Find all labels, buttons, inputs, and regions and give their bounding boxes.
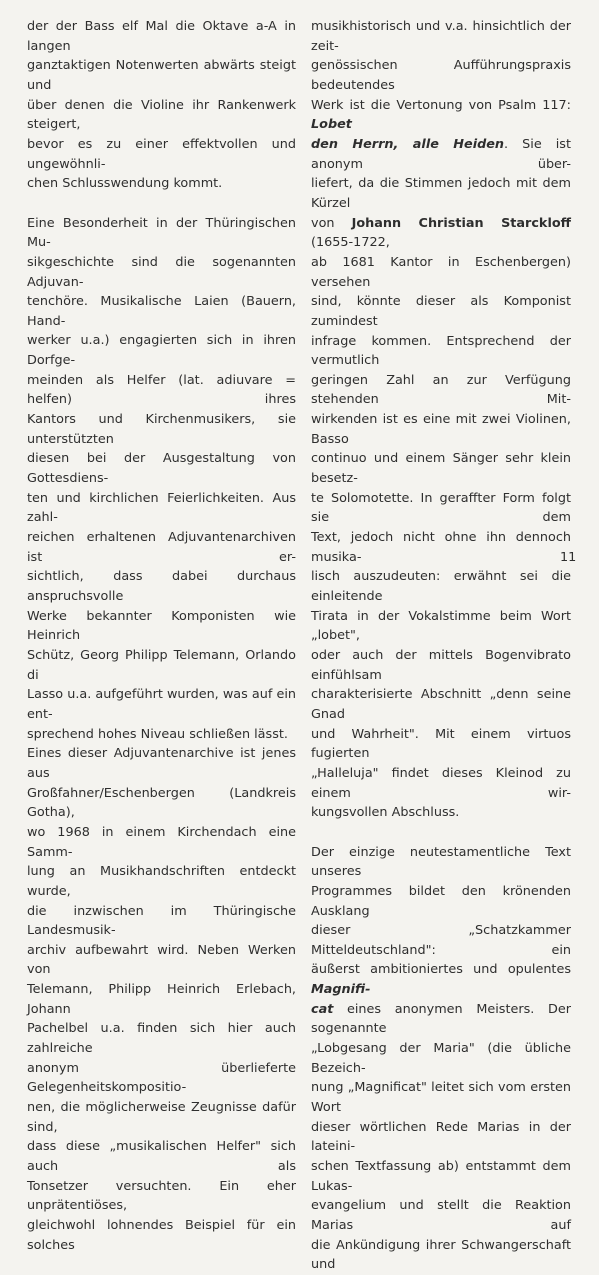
text-run: von xyxy=(311,215,352,231)
text-line: tenchöre. Musikalische Laien (Bauern, Hand- xyxy=(27,294,296,329)
composer-name: Johann Christian Starckloff xyxy=(351,215,571,231)
text-line: „Halleluja" findet dieses Kleinod zu einem wir- xyxy=(311,765,571,801)
text-line: schen Textfassung ab) entstammt dem Lukas- xyxy=(311,1159,571,1194)
text-line: Eines dieser Adjuvantenarchive ist jenes aus xyxy=(27,746,296,781)
text-line: ten und kirchlichen Feierlichkeiten. Aus zahl- xyxy=(27,490,296,526)
text-line: lung an Musikhandschriften entdeckt wurde, xyxy=(27,864,296,899)
text-line: Telemann, Philipp Heinrich Erlebach, Johann xyxy=(27,982,296,1017)
text-line: charakterisierte Abschnitt „denn seine Gnad xyxy=(311,687,571,722)
text-line: gleichwohl lohnendes Beispiel für ein solches xyxy=(27,1218,296,1253)
text-line: chen Schlusswendung kommt. xyxy=(27,176,223,192)
text-line: über denen die Violine ihr Rankenwerk steigert, xyxy=(27,97,296,133)
left-column xyxy=(27,17,296,1255)
text-line: die Ankündigung ihrer Schwangerschaft und xyxy=(311,1237,571,1273)
text-line: Kantors und Kirchenmusikers, sie unterstützten xyxy=(27,412,296,447)
text-line: werker u.a.) engagierten sich in ihren Dorfge- xyxy=(27,333,296,369)
text-line: Tirata in der Vokalstimme beim Wort „lobet", xyxy=(311,608,571,644)
text-line: sikgeschichte sind die sogenannten Adjuvan- xyxy=(27,254,296,290)
text-line: Text, jedoch nicht ohne ihn dennoch musika- xyxy=(311,530,571,565)
text-line: wirkenden ist es eine mit zwei Violinen, Basso xyxy=(311,412,571,447)
text-line: archiv aufbewahrt wird. Neben Werken von xyxy=(27,942,296,978)
paragraph xyxy=(27,744,296,1255)
text-line: ab 1681 Kantor in Eschenbergen) versehen xyxy=(311,254,571,290)
work-title: cat xyxy=(311,1001,334,1017)
page-number: 11 xyxy=(560,550,577,565)
text-line xyxy=(311,1000,571,1039)
text-line: geringen Zahl an zur Verfügung stehenden Mit- xyxy=(311,372,571,408)
text-line: Der einzige neutestamentliche Text unseres xyxy=(311,844,571,880)
text-line: wo 1968 in einem Kirchendach eine Samm- xyxy=(27,824,296,860)
text-line: infrage kommen. Entsprechend der vermutlich xyxy=(311,333,571,369)
work-title: Magnifi- xyxy=(311,982,371,998)
text-line: nung „Magnificat" leitet sich vom ersten Wort xyxy=(311,1080,571,1116)
text-line: nen, die möglicherweise Zeugnisse dafür sind, xyxy=(27,1100,296,1135)
text-line: meinden als Helfer (lat. adiuvare = helfen) ihres xyxy=(27,372,296,408)
text-run: äußerst ambitioniertes und opulentes xyxy=(311,962,571,978)
text-line: kungsvollen Abschluss. xyxy=(311,805,460,821)
text-line: die inzwischen im Thüringische Landesmusik- xyxy=(27,903,296,939)
text-line: Tonsetzer versuchten. Ein eher unprätentiöses, xyxy=(27,1178,296,1214)
text-run: eines anonymen Meisters. Der sogenannte xyxy=(311,1001,571,1037)
text-line: Programmes bildet den krönenden Ausklang xyxy=(311,883,571,919)
text-line: bevor es zu einer effektvollen und ungewöhnli- xyxy=(27,136,296,172)
paragraph xyxy=(27,17,296,194)
text-run: Werk ist die Vertonung von Psalm 117: xyxy=(311,97,571,113)
text-line: sind, könnte dieser als Komponist zumindest xyxy=(311,294,571,329)
text-line: sichtlich, dass dabei durchaus anspruchsvolle xyxy=(27,569,296,605)
text-line: Eine Besonderheit in der Thüringischen Mu- xyxy=(27,215,296,251)
work-title: den Herrn, alle Heiden xyxy=(311,136,505,152)
text-line xyxy=(311,214,571,253)
text-line: continuo und einem Sänger sehr klein besetz- xyxy=(311,451,571,487)
text-line: evangelium und stellt die Reaktion Marias auf xyxy=(311,1198,571,1234)
text-line: Pachelbel u.a. finden sich hier auch zahlreiche xyxy=(27,1021,296,1057)
text-line: sprechend hohes Niveau schließen lässt. xyxy=(27,726,288,742)
text-line: Schütz, Georg Philipp Telemann, Orlando di xyxy=(27,647,296,683)
work-title: Lobet xyxy=(311,117,352,133)
text-run: (1655-1722, xyxy=(311,235,390,251)
right-column xyxy=(311,17,571,1275)
text-line xyxy=(311,135,571,174)
text-line: und Wahrheit". Mit einem virtuos fugierten xyxy=(311,726,571,762)
text-run: . Sie ist anonym über- xyxy=(311,136,571,172)
text-line: lisch auszudeuten: erwähnt sei die einleitende xyxy=(311,569,571,605)
text-line: liefert, da die Stimmen jedoch mit dem Kürzel xyxy=(311,176,571,211)
text-line: Werke bekannter Komponisten wie Heinrich xyxy=(27,608,296,644)
text-line: Lasso u.a. aufgeführt wurden, was auf ein ent- xyxy=(27,687,296,722)
text-line: oder auch der mittels Bogenvibrato einfühlsam xyxy=(311,648,571,683)
text-line: ganztaktigen Notenwerten abwärts steigt und xyxy=(27,58,296,93)
paragraph xyxy=(27,214,296,745)
text-line: anonym überlieferte Gelegenheitskompositio- xyxy=(27,1060,296,1096)
text-line: te Solomotette. In geraffter Form folgt sie dem xyxy=(311,490,571,526)
text-line: genössischen Aufführungspraxis bedeutendes xyxy=(311,58,571,93)
text-line: der der Bass elf Mal die Oktave a-A in langen xyxy=(27,19,296,54)
paragraph-psalm-117 xyxy=(311,17,571,823)
text-line: reichen erhaltenen Adjuvantenarchiven ist er- xyxy=(27,530,296,565)
text-line: Großfahner/Eschenbergen (Landkreis Gotha), xyxy=(27,785,296,821)
text-line: dass diese „musikalischen Helfer" sich auch als xyxy=(27,1139,296,1175)
text-line xyxy=(311,96,571,135)
text-line: dieser wörtlichen Rede Marias in der lateini- xyxy=(311,1119,571,1155)
text-line: diesen bei der Ausgestaltung von Gottesdiens- xyxy=(27,451,296,487)
text-line: musikhistorisch und v.a. hinsichtlich der zeit- xyxy=(311,19,571,54)
text-line xyxy=(311,960,571,999)
text-line: dieser „Schatzkammer Mitteldeutschland": ein xyxy=(311,923,571,958)
text-line: „Lobgesang der Maria" (die übliche Bezeich- xyxy=(311,1041,571,1076)
paragraph-magnificat xyxy=(311,843,571,1275)
